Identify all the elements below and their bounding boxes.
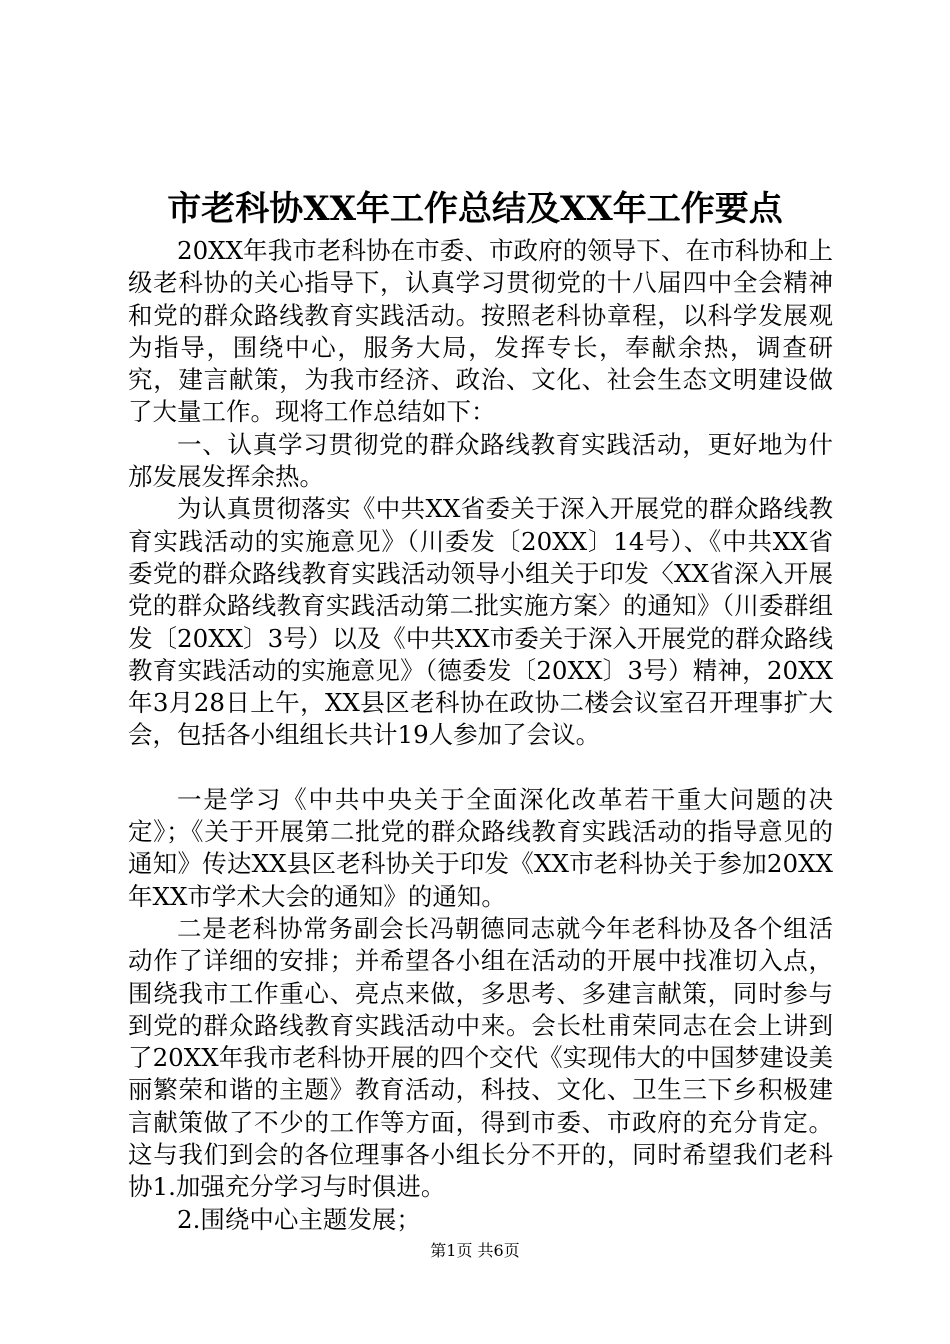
paragraph-point-one: 一是学习《中共中央关于全面深化改革若干重大问题的决定》；《关于开展第二批党的群众路线教育实践活动的指导意见的通知》传达XX县区老科协关于印发《XX市老科协关于参加20XX年XX市学术大会的通知》的通知。 [128,784,833,911]
page-footer: 第1页 共6页 [430,1241,520,1260]
paragraph-item-2: 2.围绕中心主题发展； [177,1204,421,1234]
paragraph-implementation: 为认真贯彻落实《中共XX省委关于深入开展党的群众路线教育实践活动的实施意见》（川委发〔20XX〕14号）、《中共XX省委党的群众路线教育实践活动领导小组关于印发〈XX省深入开展党的群众路线教育实践活动第二批实施方案〉的通知》（川委群组发〔20XX〕3号）以及《中共XX市委关于深入开展党的群众路线教育实践活动的实施意见》（德委发〔20XX〕3号）精神，20XX年3月28日上午，XX县区老科协在政协二楼会议室召开理事扩大会，包括各小组组长共计19人参加了会议。 [128,494,833,750]
paragraph-section-heading: 一、认真学习贯彻党的群众路线教育实践活动，更好地为什邡发展发挥余热。 [128,429,833,492]
paragraph-point-two: 二是老科协常务副会长冯朝德同志就今年老科协及各个组活动作了详细的安排；并希望各小组在活动的开展中找准切入点，围绕我市工作重心、亮点来做，多思考、多建言献策，同时参与到党的群众路线教育实践活动中来。会长杜甫荣同志在会上讲到了20XX年我市老科协开展的四个交代《实现伟大的中国梦建设美丽繁荣和谐的主题》教育活动，科技、文化、卫生三下乡积极建言献策做了不少的工作等方面，得到市委、市政府的充分肯定。这与我们到会的各位理事各小组长分不开的，同时希望我们老科协1.加强充分学习与时俱进。 [128,913,833,1202]
document-title: 市老科协XX年工作总结及XX年工作要点 [167,189,783,229]
document-body [128,235,833,1236]
paragraph-intro: 20XX年我市老科协在市委、市政府的领导下、在市科协和上级老科协的关心指导下，认真学习贯彻党的十八届四中全会精神和党的群众路线教育实践活动。按照老科协章程，以科学发展观为指导，围绕中心，服务大局，发挥专长，奉献余热，调查研究，建言献策，为我市经济、政治、文化、社会生态文明建设做了大量工作。现将工作总结如下： [128,236,833,427]
